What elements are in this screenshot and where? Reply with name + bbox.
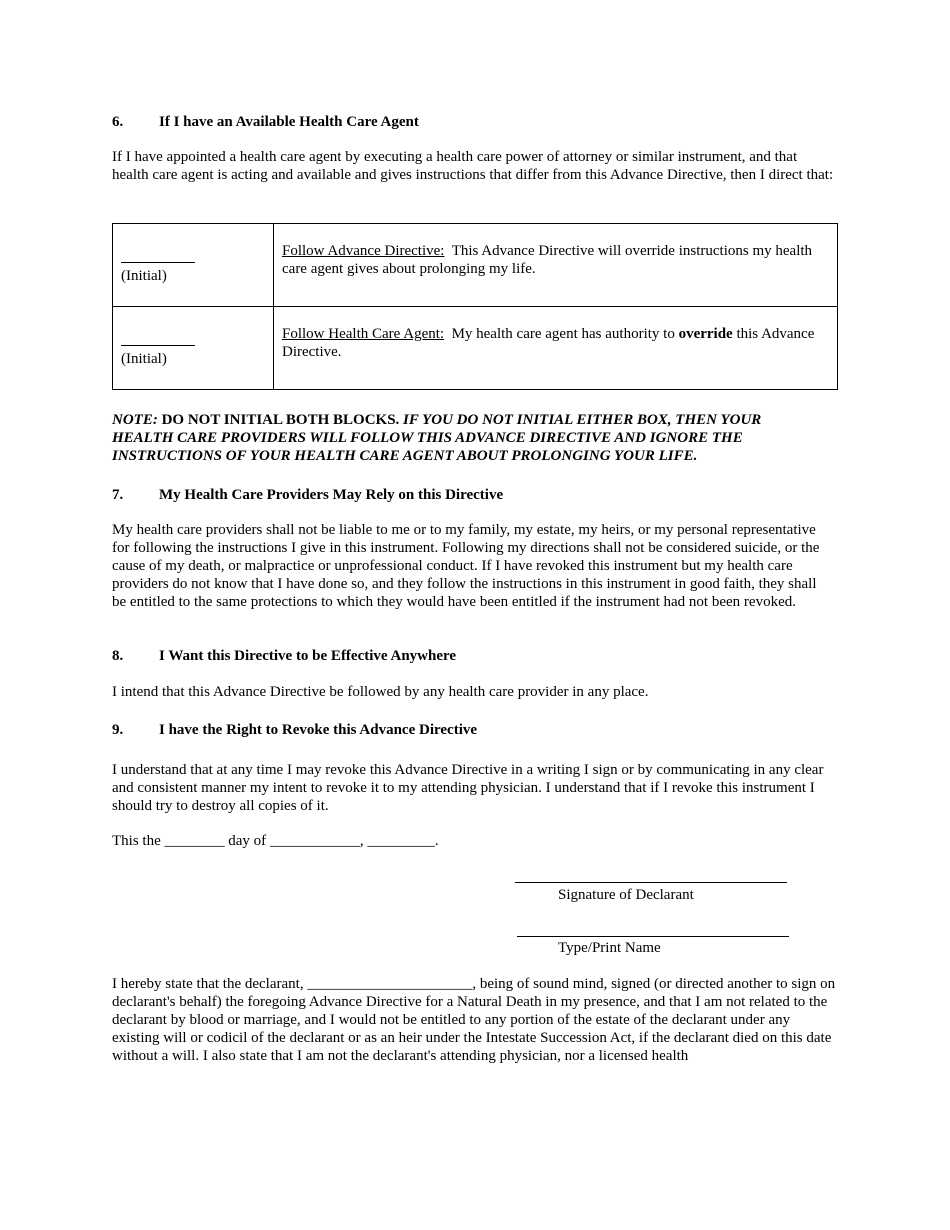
section-number: 7.: [112, 487, 124, 503]
declarant-signature-line[interactable]: [515, 882, 787, 883]
initial-line[interactable]: [121, 262, 195, 263]
section-title: I Want this Directive to be Effective Anywhere: [159, 648, 457, 664]
choice-text-cell: [274, 224, 838, 307]
section-6-heading: [112, 113, 838, 131]
section-title: If I have an Available Health Care Agent: [159, 114, 419, 130]
print-name-line[interactable]: [517, 936, 789, 937]
initial-cell: [113, 307, 274, 390]
choice-text-bold: override: [678, 326, 733, 342]
section-title: I have the Right to Revoke this Advance Directive: [159, 722, 478, 738]
section-8-body: I intend that this Advance Directive be followed by any health care provider in any place.: [112, 684, 649, 700]
choice-row-advance-directive: [113, 224, 838, 307]
choice-row-health-care-agent: [113, 307, 838, 390]
print-name-label: Type/Print Name: [558, 940, 661, 956]
section-number: 6.: [112, 114, 124, 130]
note-instructions: IF YOU DO NOT INITIAL EITHER BOX, THEN YOUR HEALTH CARE PROVIDERS WILL FOLLOW THIS ADVANCE DIRECTIVE AND IGNORE THE INSTRUCTIONS OF YOUR HEALTH CARE AGENT ABOUT PROLONGING YOUR LIFE.: [112, 412, 762, 464]
section-9-heading: [112, 721, 838, 739]
choice-title: Follow Advance Directive:: [282, 243, 445, 259]
initial-label: (Initial): [121, 351, 167, 367]
section-title: My Health Care Providers May Rely on this Directive: [159, 487, 504, 503]
section-6-intro: If I have appointed a health care agent by executing a health care power of attorney or similar instrument, and that health care agent is acting and available and gives instructions that differ from this Advance Directive, then I direct that:: [112, 149, 834, 183]
choice-description: [274, 307, 837, 361]
directive-choice-table: [112, 223, 838, 390]
initial-line[interactable]: [121, 345, 195, 346]
section-number: 9.: [112, 722, 124, 738]
section-7-heading: [112, 486, 838, 504]
initial-cell: [113, 224, 274, 307]
choice-text-before: My health care agent has authority to: [451, 326, 675, 342]
initial-label: (Initial): [121, 268, 167, 284]
witness-statement: I hereby state that the declarant, ______________________, being of sound mind, signed (or directed another to sign on declarant's behalf) the foregoing Advance Directive for a Natural Death in my presence, and that I am not related to the declarant by blood or marriage, and I would not be entitled to any portion of the estate of the declarant under any existing will or codicil of the declarant or as an heir under the Intestate Succession Act, if the declarant died on this date without a will. I also state that I am not the declarant's attending physician, nor a licensed health: [112, 976, 836, 1064]
choice-text-cell: [274, 307, 838, 390]
choice-description: [274, 224, 837, 278]
declarant-signature-label: Signature of Declarant: [558, 887, 694, 903]
choice-text-after: this Advance Directive.: [282, 326, 815, 360]
note-paragraph: [112, 411, 812, 465]
note-label: NOTE:: [112, 412, 158, 428]
section-number: 8.: [112, 648, 124, 664]
choice-title: Follow Health Care Agent:: [282, 326, 445, 342]
date-line[interactable]: This the ________ day of ____________, _________.: [112, 833, 439, 849]
choice-text: This Advance Directive will override instructions my health care agent gives about prolonging my life.: [282, 243, 813, 277]
section-8-heading: [112, 647, 838, 665]
note-warning: DO NOT INITIAL BOTH BLOCKS.: [161, 412, 400, 428]
section-9-body: I understand that at any time I may revoke this Advance Directive in a writing I sign or by communicating in any clear and consistent manner my intent to revoke it to my attending physician. I understand that if I revoke this instrument I should try to destroy all copies of it.: [112, 762, 824, 814]
section-7-body: My health care providers shall not be liable to me or to my family, my estate, my heirs, or my personal representative for following the instructions I give in this instrument. Following my directions shall not be considered suicide, or the cause of my death, or malpractice or unprofessional conduct. If I have revoked this instrument but my health care providers do not know that I have done so, and they follow the instructions in this instrument in good faith, they shall be entitled to the same protections to which they would have been entitled if the instrument had not been revoked.: [112, 522, 820, 610]
